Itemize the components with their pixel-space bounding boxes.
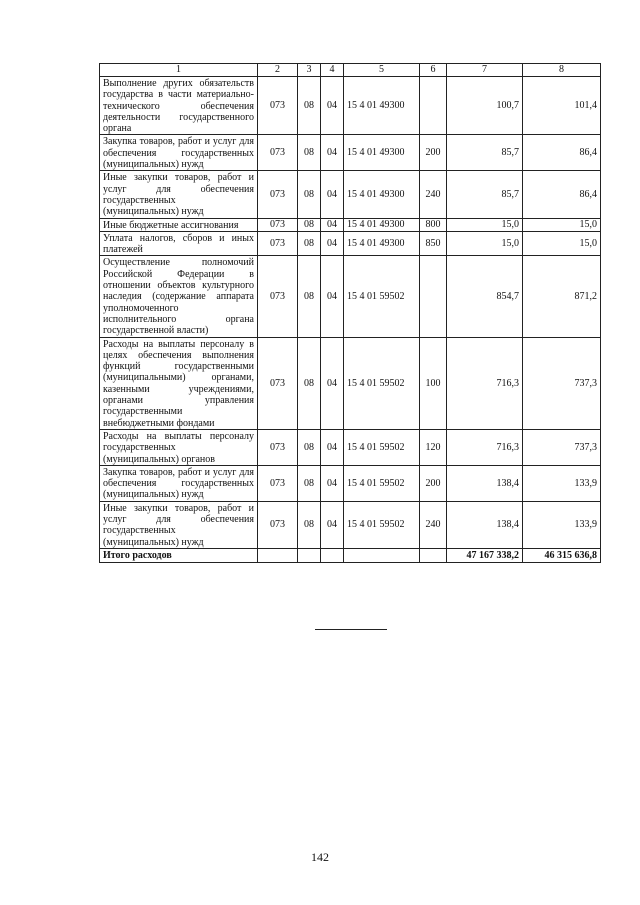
cell-code-subsection: 04: [321, 465, 344, 501]
cell-code-target: 15 4 01 59502: [344, 256, 420, 337]
cell-amount-col8: 133,9: [523, 465, 601, 501]
row-name-cell: Расходы на выплаты персоналу в целях обеспечения выполнения функций государственными (муниципальными) органами, казенными учреждениями, органами управления государственными внебюджетными фондами: [100, 337, 258, 429]
row-name-cell: Иные закупки товаров, работ и услуг для обеспечения государственных (муниципальных) нужд: [100, 171, 258, 218]
cell-code-subsection: 04: [321, 77, 344, 135]
row-name-cell: Иные закупки товаров, работ и услуг для обеспечения государственных (муниципальных) нужд: [100, 501, 258, 548]
cell-amount-col7: 15,0: [447, 218, 523, 231]
cell-code-subsection: 04: [321, 231, 344, 256]
cell-code-target: 15 4 01 59502: [344, 465, 420, 501]
total-value-col7: 47 167 338,2: [447, 548, 523, 562]
column-header: 1: [100, 64, 258, 77]
row-name-cell: Иные бюджетные ассигнования: [100, 218, 258, 231]
cell-code-target: 15 4 01 49300: [344, 171, 420, 218]
cell-code-section: 08: [298, 171, 321, 218]
row-name-cell: Осуществление полномочий Российской Федерации в отношении объектов культурного наследия (содержание аппарата уполномоченного исполнительного органа государственной власти): [100, 256, 258, 337]
cell-amount-col7: 138,4: [447, 465, 523, 501]
cell-code-section: 08: [298, 465, 321, 501]
table-row: [100, 256, 601, 337]
cell-code-admin: 073: [258, 77, 298, 135]
cell-code-subsection: 04: [321, 337, 344, 429]
cell-code-section: 08: [298, 501, 321, 548]
cell-amount-col8: 15,0: [523, 231, 601, 256]
column-header: 4: [321, 64, 344, 77]
table-cell: [298, 548, 321, 562]
cell-code-subsection: 04: [321, 218, 344, 231]
column-header: 8: [523, 64, 601, 77]
cell-code-subsection: 04: [321, 135, 344, 171]
column-header: 7: [447, 64, 523, 77]
row-name-cell: Расходы на выплаты персоналу государственных (муниципальных) органов: [100, 429, 258, 465]
row-name-cell: Выполнение других обязательств государства в части материально-технического обеспечения деятельности государственного органа: [100, 77, 258, 135]
cell-code-section: 08: [298, 231, 321, 256]
cell-amount-col7: 138,4: [447, 501, 523, 548]
cell-code-section: 08: [298, 256, 321, 337]
cell-amount-col8: 101,4: [523, 77, 601, 135]
cell-code-target: 15 4 01 59502: [344, 429, 420, 465]
cell-amount-col7: 85,7: [447, 171, 523, 218]
cell-code-admin: 073: [258, 337, 298, 429]
cell-code-subsection: 04: [321, 429, 344, 465]
table-row: [100, 465, 601, 501]
column-header: 3: [298, 64, 321, 77]
cell-code-expense-type: 200: [420, 465, 447, 501]
cell-amount-col8: 133,9: [523, 501, 601, 548]
cell-code-target: 15 4 01 49300: [344, 218, 420, 231]
cell-code-expense-type: 240: [420, 501, 447, 548]
column-header: 5: [344, 64, 420, 77]
cell-code-admin: 073: [258, 465, 298, 501]
table-cell: [258, 548, 298, 562]
cell-code-subsection: 04: [321, 501, 344, 548]
cell-amount-col8: 737,3: [523, 429, 601, 465]
total-value-col8: 46 315 636,8: [523, 548, 601, 562]
cell-code-subsection: 04: [321, 171, 344, 218]
table-cell: [344, 548, 420, 562]
header-row: [100, 64, 601, 77]
cell-code-expense-type: [420, 77, 447, 135]
cell-code-expense-type: 200: [420, 135, 447, 171]
cell-code-admin: 073: [258, 171, 298, 218]
cell-amount-col8: 86,4: [523, 135, 601, 171]
cell-code-target: 15 4 01 49300: [344, 231, 420, 256]
total-row: [100, 548, 601, 562]
cell-code-section: 08: [298, 135, 321, 171]
row-name-cell: Закупка товаров, работ и услуг для обеспечения государственных (муниципальных) нужд: [100, 465, 258, 501]
cell-code-expense-type: 240: [420, 171, 447, 218]
row-name-cell: Закупка товаров, работ и услуг для обеспечения государственных (муниципальных) нужд: [100, 135, 258, 171]
cell-amount-col8: 15,0: [523, 218, 601, 231]
cell-amount-col8: 871,2: [523, 256, 601, 337]
table-row: [100, 218, 601, 231]
cell-code-admin: 073: [258, 218, 298, 231]
table-row: [100, 231, 601, 256]
cell-code-section: 08: [298, 429, 321, 465]
table-row: [100, 171, 601, 218]
cell-code-expense-type: 120: [420, 429, 447, 465]
cell-code-target: 15 4 01 49300: [344, 135, 420, 171]
page-number: 142: [311, 850, 329, 864]
cell-code-admin: 073: [258, 231, 298, 256]
cell-code-section: 08: [298, 337, 321, 429]
cell-amount-col7: 15,0: [447, 231, 523, 256]
cell-code-admin: 073: [258, 429, 298, 465]
cell-amount-col8: 86,4: [523, 171, 601, 218]
table-row: [100, 429, 601, 465]
column-header: 6: [420, 64, 447, 77]
cell-amount-col7: 854,7: [447, 256, 523, 337]
cell-code-target: 15 4 01 59502: [344, 337, 420, 429]
cell-code-admin: 073: [258, 501, 298, 548]
cell-amount-col7: 716,3: [447, 429, 523, 465]
cell-code-expense-type: 800: [420, 218, 447, 231]
table-cell: [321, 548, 344, 562]
cell-code-expense-type: 100: [420, 337, 447, 429]
cell-code-expense-type: 850: [420, 231, 447, 256]
table-row: [100, 337, 601, 429]
cell-amount-col7: 100,7: [447, 77, 523, 135]
cell-code-target: 15 4 01 59502: [344, 501, 420, 548]
row-name-cell: Уплата налогов, сборов и иных платежей: [100, 231, 258, 256]
cell-amount-col7: 716,3: [447, 337, 523, 429]
total-label: Итого расходов: [100, 548, 258, 562]
cell-code-admin: 073: [258, 256, 298, 337]
cell-code-target: 15 4 01 49300: [344, 77, 420, 135]
cell-code-admin: 073: [258, 135, 298, 171]
table-cell: [420, 548, 447, 562]
table-row: [100, 77, 601, 135]
budget-table: [99, 63, 601, 563]
separator-line: [315, 629, 387, 630]
cell-code-expense-type: [420, 256, 447, 337]
table-body: [100, 77, 601, 549]
table-row: [100, 135, 601, 171]
column-header: 2: [258, 64, 298, 77]
cell-code-section: 08: [298, 77, 321, 135]
cell-amount-col8: 737,3: [523, 337, 601, 429]
cell-code-subsection: 04: [321, 256, 344, 337]
cell-amount-col7: 85,7: [447, 135, 523, 171]
table-row: [100, 501, 601, 548]
cell-code-section: 08: [298, 218, 321, 231]
